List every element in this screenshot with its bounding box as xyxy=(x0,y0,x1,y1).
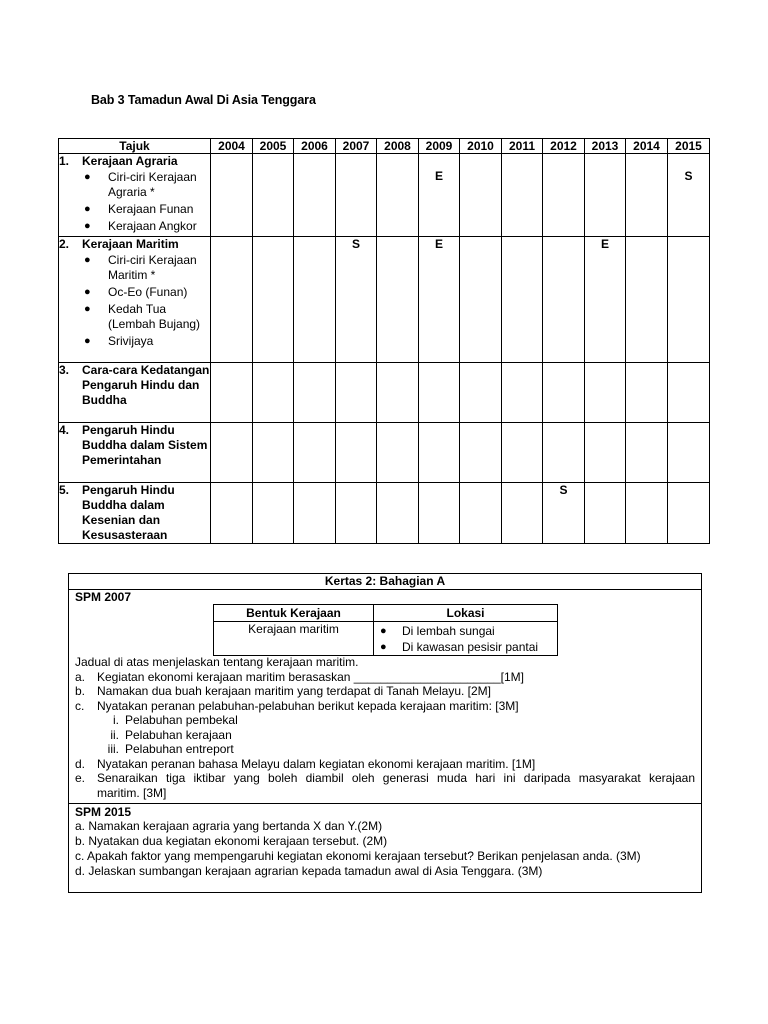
year-cell xyxy=(502,363,543,423)
topic-cell xyxy=(59,363,211,423)
year-cell xyxy=(460,154,502,237)
exam-mark xyxy=(377,154,418,169)
lokasi-cell xyxy=(374,622,558,656)
year-cell xyxy=(585,237,626,363)
topic-title-text: Kerajaan Maritim xyxy=(82,237,179,251)
year-cell xyxy=(294,237,336,363)
year-cell xyxy=(502,423,543,483)
list-item xyxy=(84,170,210,200)
bullet-icon: ● xyxy=(380,625,387,637)
bullet-icon: ● xyxy=(84,335,91,347)
year-cell xyxy=(294,483,336,544)
exam-mark: S xyxy=(559,483,568,497)
exam-mark xyxy=(543,154,584,169)
topic-number: 1. xyxy=(59,154,70,168)
year-cell xyxy=(668,363,710,423)
year-cell xyxy=(502,483,543,544)
question-c: c. Nyatakan peranan pelabuhan-pelabuhan berikut kepada kerajaan maritim: [3M] xyxy=(75,698,519,713)
topic-row xyxy=(59,237,710,363)
year-cell xyxy=(211,154,253,237)
bullet-icon: ● xyxy=(84,220,91,232)
header-year: 2011 xyxy=(502,139,543,154)
subtopic-list xyxy=(59,253,210,349)
year-cell xyxy=(419,154,460,237)
year-cell xyxy=(543,237,585,363)
topic-cell xyxy=(59,154,211,237)
bullet-icon: ● xyxy=(380,641,387,653)
bentuk-header: Bentuk Kerajaan xyxy=(214,605,374,622)
topic-cell xyxy=(59,423,211,483)
year-cell xyxy=(294,363,336,423)
year-cell xyxy=(377,363,419,423)
year-cell xyxy=(294,423,336,483)
year-cell xyxy=(626,483,668,544)
year-cell xyxy=(253,423,294,483)
list-item xyxy=(84,202,210,217)
header-year: 2004 xyxy=(211,139,253,154)
year-cell xyxy=(336,483,377,544)
year-cell xyxy=(668,237,710,363)
question-d: d. Nyatakan peranan bahasa Melayu dalam kegiatan ekonomi kerajaan maritim. [1M] xyxy=(75,756,536,771)
header-year: 2010 xyxy=(460,139,502,154)
topic-row xyxy=(59,154,710,237)
question-c-i: i. Pelabuhan pembekal xyxy=(113,713,238,727)
header-year: 2014 xyxy=(626,139,668,154)
year-cell xyxy=(211,237,253,363)
lokasi-header: Lokasi xyxy=(374,605,558,622)
header-year: 2012 xyxy=(543,139,585,154)
question-intro: Jadual di atas menjelaskan tentang kerajaan maritim. xyxy=(75,655,359,669)
topic-row xyxy=(59,423,710,483)
year-cell xyxy=(585,154,626,237)
year-cell xyxy=(419,423,460,483)
exam-mark xyxy=(294,154,335,169)
spm2007-heading: SPM 2007 xyxy=(75,590,132,604)
topic-title xyxy=(59,154,210,169)
exam-mark xyxy=(502,154,542,169)
year-cell xyxy=(668,423,710,483)
year-cell xyxy=(253,237,294,363)
bentuk-value: Kerajaan maritim xyxy=(248,622,339,636)
year-cell xyxy=(253,483,294,544)
question-a: a. Kegiatan ekonomi kerajaan maritim berasaskan ______________________[1M] xyxy=(75,669,524,684)
subtopic-text: Kedah Tua (Lembah Bujang) xyxy=(108,302,201,331)
topics-table xyxy=(58,138,710,544)
header-topic: Tajuk xyxy=(59,139,211,154)
year-cell xyxy=(211,483,253,544)
list-item xyxy=(84,334,210,349)
exam-mark: S xyxy=(351,237,360,251)
spm2007-questions xyxy=(75,655,695,800)
year-cell xyxy=(626,363,668,423)
question-b: b. Namakan dua buah kerajaan maritim yang terdapat di Tanah Melayu. [2M] xyxy=(75,684,492,698)
year-cell xyxy=(460,423,502,483)
year-cell xyxy=(253,363,294,423)
question-c-iii: iii. Pelabuhan entreport xyxy=(107,742,234,756)
subtopic-text: Ciri-ciri Kerajaan Maritim * xyxy=(108,253,197,282)
list-item xyxy=(84,285,210,300)
list-item: ● Di kawasan pesisir pantai xyxy=(380,640,539,654)
exam-mark: E xyxy=(600,237,609,251)
year-cell xyxy=(543,483,585,544)
year-cell xyxy=(585,483,626,544)
subtopic-text: Ciri-ciri Kerajaan Agraria * xyxy=(108,170,197,199)
topic-cell xyxy=(59,483,211,544)
question-c-ii: ii. Pelabuhan kerajaan xyxy=(110,727,232,742)
year-cell xyxy=(460,237,502,363)
year-cell xyxy=(543,423,585,483)
year-cell xyxy=(543,363,585,423)
year-cell xyxy=(336,237,377,363)
exam-mark xyxy=(585,154,625,169)
exam-mark: E xyxy=(434,169,443,183)
spm2015-question-d: d. Jelaskan sumbangan kerajaan agrarian kepada tamadun awal di Asia Tenggara. (3M) xyxy=(75,864,543,878)
topic-title xyxy=(59,423,210,468)
bullet-icon: ● xyxy=(84,286,91,298)
topic-title-text: Pengaruh Hindu Buddha dalam Kesenian dan Kesusasteraan xyxy=(82,483,175,542)
list-item xyxy=(84,253,210,283)
kertas-header: Kertas 2: Bahagian A xyxy=(69,574,701,590)
exam-mark xyxy=(253,154,293,169)
subtopic-text: Kerajaan Angkor xyxy=(108,219,197,233)
year-cell xyxy=(377,483,419,544)
header-year: 2008 xyxy=(377,139,419,154)
topic-title xyxy=(59,237,210,252)
list-item: ● Di lembah sungai xyxy=(380,624,495,638)
exam-mark xyxy=(626,154,667,169)
year-cell xyxy=(543,154,585,237)
topic-number: 5. xyxy=(59,483,70,497)
topic-row xyxy=(59,363,710,423)
year-cell xyxy=(419,483,460,544)
subtopic-list xyxy=(59,170,210,234)
exam-mark xyxy=(336,154,376,169)
topic-title xyxy=(59,483,210,543)
year-cell xyxy=(253,154,294,237)
year-cell xyxy=(502,237,543,363)
header-year: 2015 xyxy=(668,139,710,154)
exam-mark xyxy=(211,154,252,169)
topic-number: 4. xyxy=(59,423,70,437)
section-divider xyxy=(69,803,701,804)
topic-title-text: Pengaruh Hindu Buddha dalam Sistem Pemerintahan xyxy=(82,423,208,467)
topic-number: 2. xyxy=(59,237,70,251)
year-cell xyxy=(211,423,253,483)
year-cell xyxy=(377,423,419,483)
question-e: e. Senaraikan tiga iktibar yang boleh diambil oleh generasi muda hari ini daripada masyarakat kerajaan maritim. [3M] xyxy=(75,771,695,800)
subtopic-text: Oc-Eo (Funan) xyxy=(108,285,188,299)
header-year: 2007 xyxy=(336,139,377,154)
topic-row xyxy=(59,483,710,544)
header-year: 2005 xyxy=(253,139,294,154)
year-cell xyxy=(460,363,502,423)
year-cell xyxy=(585,423,626,483)
spm2015-question-c: c. Apakah faktor yang mempengaruhi kegiatan ekonomi kerajaan tersebut? Berikan penjelasan anda. (3M) xyxy=(75,849,641,863)
year-cell xyxy=(626,237,668,363)
list-item xyxy=(84,219,210,234)
exam-mark: S xyxy=(684,169,693,183)
bullet-icon: ● xyxy=(84,203,91,215)
year-cell xyxy=(336,423,377,483)
header-year: 2009 xyxy=(419,139,460,154)
year-cell xyxy=(460,483,502,544)
topic-title-text: Kerajaan Agraria xyxy=(82,154,178,168)
spm2015-section xyxy=(75,805,695,879)
topic-title xyxy=(59,363,210,408)
year-cell xyxy=(336,154,377,237)
year-cell xyxy=(668,154,710,237)
year-cell xyxy=(419,237,460,363)
header-year: 2006 xyxy=(294,139,336,154)
year-cell xyxy=(377,237,419,363)
year-cell xyxy=(294,154,336,237)
bentuk-cell xyxy=(214,622,374,656)
bullet-icon: ● xyxy=(84,171,91,183)
bentuk-lokasi-table xyxy=(213,604,558,656)
year-cell xyxy=(336,363,377,423)
spm2015-question-a: a. Namakan kerajaan agraria yang bertanda X dan Y.(2M) xyxy=(75,819,383,833)
exam-mark: E xyxy=(434,237,443,251)
year-cell xyxy=(626,154,668,237)
year-cell xyxy=(585,363,626,423)
header-year: 2013 xyxy=(585,139,626,154)
year-cell xyxy=(377,154,419,237)
year-cell xyxy=(419,363,460,423)
year-cell xyxy=(668,483,710,544)
topic-cell xyxy=(59,237,211,363)
spm2015-heading: SPM 2015 xyxy=(75,805,132,819)
subtopic-text: Srivijaya xyxy=(108,334,154,348)
document-title: Bab 3 Tamadun Awal Di Asia Tenggara xyxy=(91,93,316,107)
bullet-icon: ● xyxy=(84,303,91,315)
bullet-icon: ● xyxy=(84,254,91,266)
spm2015-question-b: b. Nyatakan dua kegiatan ekonomi kerajaan tersebut. (2M) xyxy=(75,834,388,848)
year-cell xyxy=(502,154,543,237)
subtopic-text: Kerajaan Funan xyxy=(108,202,194,216)
year-cell xyxy=(626,423,668,483)
exam-mark xyxy=(460,154,501,169)
topic-title-text: Cara-cara Kedatangan Pengaruh Hindu dan Buddha xyxy=(82,363,210,407)
topic-number: 3. xyxy=(59,363,70,377)
topics-header-row xyxy=(59,139,710,154)
year-cell xyxy=(211,363,253,423)
kertas-section xyxy=(68,573,702,893)
list-item xyxy=(84,302,210,332)
